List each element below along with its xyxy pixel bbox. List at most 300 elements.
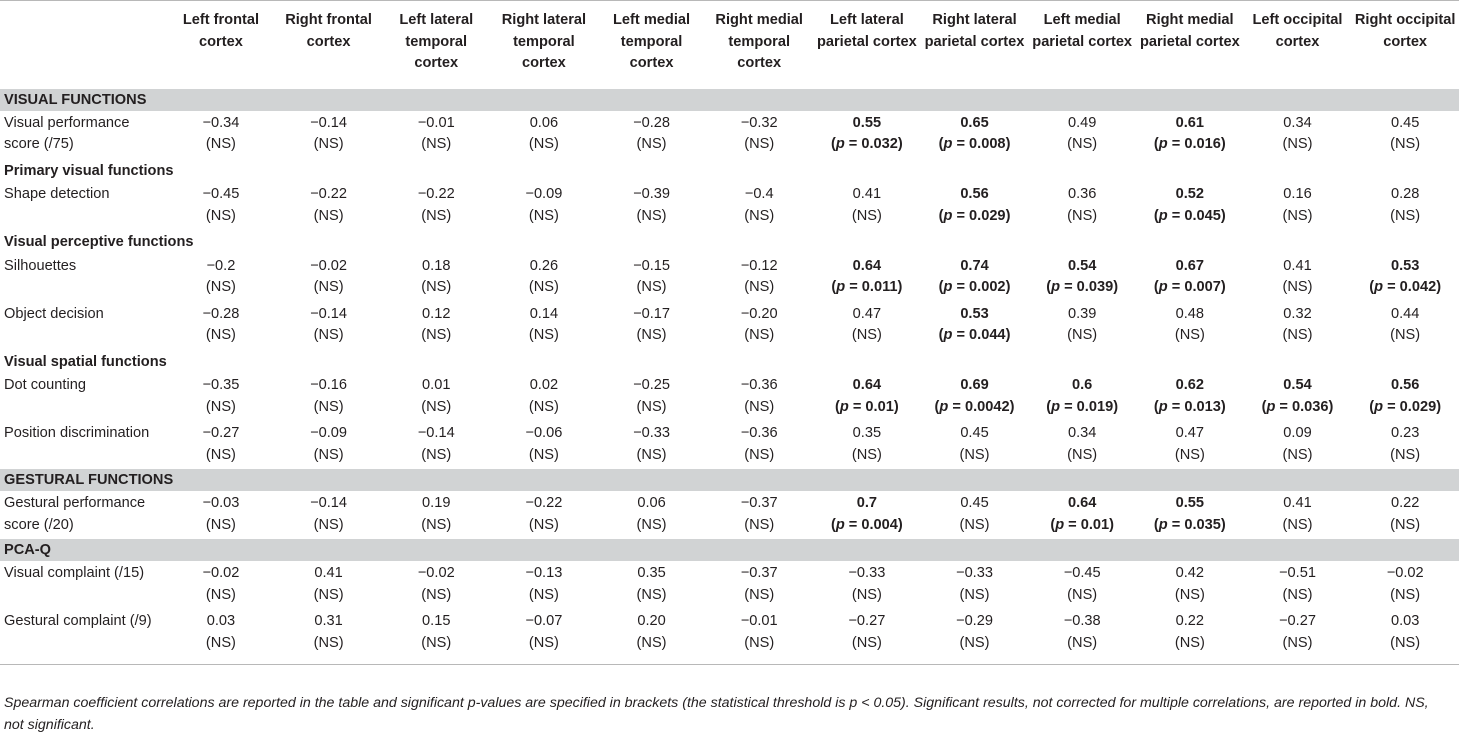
p-symbol: p [839,398,849,415]
p-value: (NS) [744,279,775,295]
table-cell [1351,561,1459,609]
table-cell [1028,421,1136,469]
p-value-text: = 0.008 [956,136,1006,152]
section-header-row [0,88,1459,111]
p-value: (NS) [313,279,344,295]
p-value: (NS) [205,516,236,533]
p-symbol: p [1374,398,1384,415]
p-value: (NS) [1174,327,1205,343]
correlation-value: 0.06 [529,114,559,131]
p-value: (NS) [636,586,667,603]
table-cell [705,561,813,609]
correlation-value: 0.26 [529,257,559,274]
p-symbol: p [943,327,953,343]
correlation-value: 0.62 [1175,377,1205,393]
p-value: (p = 0.007) [1153,279,1226,295]
table-cell [813,302,921,350]
correlation-value: 0.67 [1175,257,1205,274]
correlation-value: 0.74 [960,257,989,274]
table-row [0,182,1459,230]
table-cell [490,302,598,350]
p-value: (NS) [528,516,559,533]
table-cell [813,561,921,609]
table-cell [167,491,275,539]
column-header: Right occipital cortex [1351,1,1459,88]
p-value-text: = 0.01 [852,398,894,415]
p-value-text: = 0.0042 [952,398,1010,415]
correlation-value: 0.35 [852,425,882,441]
p-value: (NS) [205,279,236,295]
p-value: (NS) [959,586,990,603]
correlation-value: 0.64 [852,257,882,274]
correlation-value: 0.41 [314,565,343,581]
table-cell [382,182,490,230]
subsection-title: Primary visual functions [4,162,174,179]
table-row [0,373,1459,421]
p-value: (NS) [744,634,775,651]
table-cell [598,421,706,469]
correlation-value: −0.17 [633,305,671,322]
p-value: (NS) [421,279,452,295]
p-value-text: = 0.045 [1171,207,1221,224]
table-cell [1028,561,1136,609]
correlation-value: 0.45 [960,495,989,511]
p-symbol: p [943,207,953,224]
table-cell [490,609,598,665]
p-value-text: = 0.011 [849,279,898,295]
p-value-text: = 0.044 [956,327,1006,343]
row-label: Visual performance score (/75) [4,114,130,152]
correlation-value: −0.38 [1063,613,1101,629]
p-value: (NS) [528,446,559,463]
p-value: (NS) [636,398,667,415]
correlation-value: −0.32 [740,114,778,131]
correlation-value: 0.22 [1390,495,1420,511]
correlation-value: −0.37 [740,565,778,581]
correlation-value: 0.64 [852,377,882,393]
table-cell [275,373,383,421]
p-value-text: = 0.016 [1171,136,1221,152]
column-header: Right medial temporal cortex [705,1,813,88]
p-value: (NS) [313,446,344,463]
p-value: (NS) [744,327,775,343]
subsection-header-row [0,350,1459,374]
table-cell [598,254,706,302]
p-value: (NS) [313,327,344,343]
p-symbol: p [1158,279,1168,295]
p-value: (NS) [1282,327,1313,343]
p-value: (NS) [1282,586,1313,603]
correlation-value: 0.69 [960,377,989,393]
correlation-value: −0.4 [744,186,774,202]
table-cell [598,609,706,665]
table-row [0,491,1459,539]
section-title: GESTURAL FUNCTIONS [0,469,1459,491]
correlation-value: 0.53 [1390,257,1420,274]
p-value: (p = 0.035) [1153,516,1226,533]
correlation-value: −0.14 [310,114,348,131]
table-cell [275,609,383,665]
p-symbol: p [1158,398,1168,415]
p-value-text: = 0.007 [1171,279,1221,295]
table-cell [1244,254,1352,302]
section-title: VISUAL FUNCTIONS [0,88,1459,111]
correlation-value: −0.13 [525,565,563,581]
subsection-title: Visual spatial functions [4,353,167,370]
correlation-value: 0.52 [1175,186,1205,202]
p-value: (NS) [205,327,236,343]
p-value: (NS) [744,207,775,224]
p-value-text: = 0.019 [1064,398,1114,415]
row-label: Gestural performance score (/20) [4,495,146,533]
p-value: (p = 0.011) [831,279,903,295]
p-value: (NS) [421,327,452,343]
p-symbol: p [835,136,845,152]
table-footnote: Spearman coefficient correlations are reported in the table and significant p-values are specified in brackets (the statistical threshold is p < 0.05). Significant results, not corrected for multiple correlations, are reported in bold. NS, not significant. [4,695,1429,733]
table-row [0,111,1459,159]
p-value: (NS) [744,136,775,152]
p-value: (NS) [636,446,667,463]
table-cell [490,111,598,159]
row-label: Gestural complaint (/9) [0,609,167,665]
table-cell [705,182,813,230]
correlation-value: −0.29 [956,613,993,629]
p-value: (NS) [636,207,667,224]
p-value: (NS) [1390,207,1421,224]
table-cell [1244,609,1352,665]
column-header: Right frontal cortex [275,1,383,88]
table-cell [1028,254,1136,302]
p-value: (NS) [313,634,344,651]
p-symbol: p [1051,279,1061,295]
column-header: Left frontal cortex [167,1,275,88]
table-cell [490,561,598,609]
column-header: Left lateral parietal cortex [813,1,921,88]
table-row [0,254,1459,302]
row-label: Shape detection [4,186,110,202]
table-cell [1028,491,1136,539]
table-cell [598,111,706,159]
table-cell [813,182,921,230]
column-header: Left medial temporal cortex [598,1,706,88]
row-label: Visual complaint (/15) [4,565,145,581]
p-value: (NS) [1174,446,1205,463]
p-value: (NS) [528,327,559,343]
p-value: (NS) [1282,207,1313,224]
p-value-text: = 0.029 [956,207,1006,224]
p-value: (p = 0.032) [830,136,903,152]
table-cell [598,561,706,609]
p-value: (NS) [313,136,344,152]
table-cell [921,561,1029,609]
p-value: (NS) [313,516,344,533]
p-value: (p = 0.016) [1153,136,1226,152]
correlation-value: −0.45 [202,186,240,202]
p-value: (NS) [421,446,452,463]
table-cell [167,302,275,350]
column-header: Right medial parietal cortex [1136,1,1244,88]
p-symbol: p [1051,398,1061,415]
column-header: Left occipital cortex [1244,1,1352,88]
p-value: (NS) [205,446,236,463]
table-cell [705,491,813,539]
p-value-text: = 0.013 [1171,398,1221,415]
correlation-value: −0.09 [310,425,348,441]
p-value: (NS) [421,634,452,651]
correlation-value: 0.01 [422,377,451,393]
correlation-value: −0.27 [1279,613,1316,629]
table-cell [275,302,383,350]
correlation-value: 0.06 [637,495,666,511]
correlation-value: −0.37 [740,495,778,511]
table-cell [1351,302,1459,350]
p-value-text: = 0.039 [1064,279,1114,295]
table-cell [1136,373,1244,421]
correlation-value: −0.01 [417,114,455,131]
table-cell [1136,111,1244,159]
table-cell [1351,491,1459,539]
table-cell [1136,421,1244,469]
p-symbol: p [1158,516,1168,533]
p-symbol: p [1266,398,1276,415]
table-cell [1136,182,1244,230]
correlation-value: −0.22 [417,186,455,202]
table-cell [167,373,275,421]
correlation-value: −0.12 [740,257,778,274]
table-cell [1244,302,1352,350]
table-cell [813,609,921,665]
column-header: Right lateral parietal cortex [921,1,1029,88]
correlation-value: −0.07 [525,613,563,629]
p-value: (p = 0.039) [1046,279,1119,295]
table-cell [705,373,813,421]
subsection-header-row [0,230,1459,254]
p-value: (p = 0.045) [1153,207,1226,224]
correlation-value: 0.20 [637,613,666,629]
correlation-value: −0.02 [310,257,348,274]
table-cell [921,373,1029,421]
p-value: (NS) [851,327,882,343]
p-value: (NS) [421,207,452,224]
correlation-value: 0.19 [422,495,451,511]
correlation-value: −0.51 [1279,565,1316,581]
p-value: (NS) [959,634,990,651]
p-value: (NS) [1067,327,1098,343]
correlation-value: 0.64 [1067,495,1097,511]
correlation-value: 0.56 [1390,377,1420,393]
table-cell [1351,421,1459,469]
table-cell [167,254,275,302]
table-cell [1244,182,1352,230]
p-value: (p = 0.004) [830,516,903,533]
table-cell [1351,111,1459,159]
p-value: (NS) [636,516,667,533]
table-body [0,88,1459,665]
p-value: (NS) [636,634,667,651]
table-cell [1351,182,1459,230]
p-value: (NS) [1174,634,1205,651]
p-value: (NS) [205,398,236,415]
table-cell [921,491,1029,539]
correlation-value: −0.27 [202,425,240,441]
p-symbol: p [836,279,846,295]
p-value: (NS) [851,634,882,651]
correlation-value: 0.7 [856,495,877,511]
table-cell [167,111,275,159]
correlation-value: 0.41 [852,186,882,202]
correlation-value: −0.22 [525,495,563,511]
table-cell [1351,373,1459,421]
correlation-value: −0.27 [848,613,886,629]
p-value: (p = 0.002) [938,279,1011,295]
p-value: (NS) [421,136,452,152]
subsection-title: Visual perceptive functions [4,234,194,250]
correlation-value: 0.47 [852,305,882,322]
table-cell [921,111,1029,159]
correlation-value: −0.01 [740,613,778,629]
table-cell [813,373,921,421]
correlation-value: 0.45 [960,425,989,441]
correlation-value: −0.14 [310,305,348,322]
table-cell [382,111,490,159]
column-header: Left lateral temporal cortex [382,1,490,88]
table-cell [490,421,598,469]
table-cell [1136,254,1244,302]
table-cell [705,609,813,665]
table-cell [382,254,490,302]
p-symbol: p [939,398,949,415]
correlation-value: 0.14 [529,305,559,322]
table-header-row [0,1,1459,88]
p-symbol: p [943,136,953,152]
table-cell [1351,609,1459,665]
correlation-value: 0.54 [1067,257,1097,274]
table-cell [382,421,490,469]
correlation-value: 0.15 [422,613,451,629]
p-value: (NS) [528,207,559,224]
p-value: (NS) [1067,586,1098,603]
correlation-value: 0.41 [1283,495,1312,511]
p-value: (p = 0.029) [938,207,1011,224]
p-value: (NS) [528,586,559,603]
p-value: (NS) [636,136,667,152]
p-value: (p = 0.0042) [934,398,1015,415]
correlation-value: 0.32 [1283,305,1312,322]
correlation-value: 0.03 [1390,613,1420,629]
table-cell [598,373,706,421]
correlation-value: 0.39 [1067,305,1097,322]
table-cell [490,491,598,539]
table-cell [382,491,490,539]
p-value: (NS) [1067,446,1098,463]
correlation-value: 0.56 [960,186,989,202]
p-value: (NS) [636,279,667,295]
table-cell [705,302,813,350]
p-value-text: = 0.01 [1068,516,1110,533]
p-value: (NS) [744,398,775,415]
table-cell [921,609,1029,665]
p-value: (p = 0.044) [938,327,1011,343]
correlation-value: −0.28 [633,114,671,131]
p-symbol: p [1158,207,1168,224]
table-cell [813,111,921,159]
table-cell [1244,373,1352,421]
section-header-row [0,539,1459,561]
p-value: (p = 0.036) [1261,398,1334,415]
correlation-value: −0.02 [1386,565,1424,581]
p-value: (NS) [744,586,775,603]
correlation-value: −0.06 [525,425,563,441]
correlation-value: 0.55 [1175,495,1205,511]
correlation-value: −0.28 [202,305,240,322]
p-value: (NS) [528,279,559,295]
table-cell [382,302,490,350]
table-cell [167,421,275,469]
p-value-text: = 0.029 [1387,398,1437,415]
table-cell [921,421,1029,469]
table-cell [813,491,921,539]
correlation-value: 0.55 [852,114,882,131]
correlation-value: −0.45 [1063,565,1101,581]
table-cell [921,302,1029,350]
p-value: (p = 0.042) [1369,279,1442,295]
column-header: Left medial parietal cortex [1028,1,1136,88]
p-value: (NS) [1390,327,1421,343]
correlation-value: 0.02 [529,377,559,393]
table-cell [490,182,598,230]
correlation-value: 0.54 [1283,377,1312,393]
correlation-value: 0.16 [1283,186,1312,202]
table-cell [275,561,383,609]
table-cell [598,302,706,350]
table-cell [1244,491,1352,539]
p-value: (NS) [1067,136,1098,152]
p-value: (NS) [851,586,882,603]
column-header: Right lateral temporal cortex [490,1,598,88]
p-value: (NS) [205,586,236,603]
table-cell [275,421,383,469]
correlation-value: 0.35 [637,565,666,581]
correlation-value: −0.09 [525,186,563,202]
p-value: (NS) [528,398,559,415]
table-cell [275,254,383,302]
p-value: (NS) [528,136,559,152]
correlation-value: 0.41 [1283,257,1312,274]
correlation-value: 0.31 [314,613,343,629]
p-value: (NS) [1067,634,1098,651]
row-label: Dot counting [4,377,86,393]
correlation-value: 0.61 [1175,114,1205,131]
table-cell [490,373,598,421]
p-value: (p = 0.008) [938,136,1011,152]
p-value-text: = 0.032 [848,136,898,152]
p-value: (NS) [205,634,236,651]
p-value-text: = 0.042 [1387,279,1437,295]
table-cell [921,254,1029,302]
correlation-value: 0.28 [1390,186,1420,202]
p-value: (NS) [1390,446,1421,463]
p-value: (p = 0.01) [1050,516,1115,533]
p-value: (NS) [205,136,236,152]
p-value: (p = 0.029) [1369,398,1442,415]
p-symbol: p [943,279,953,295]
p-value: (NS) [1390,586,1421,603]
table-row [0,609,1459,665]
correlation-value: −0.03 [202,495,240,511]
p-symbol: p [1158,136,1168,152]
p-value: (NS) [1174,586,1205,603]
table-row [0,561,1459,609]
